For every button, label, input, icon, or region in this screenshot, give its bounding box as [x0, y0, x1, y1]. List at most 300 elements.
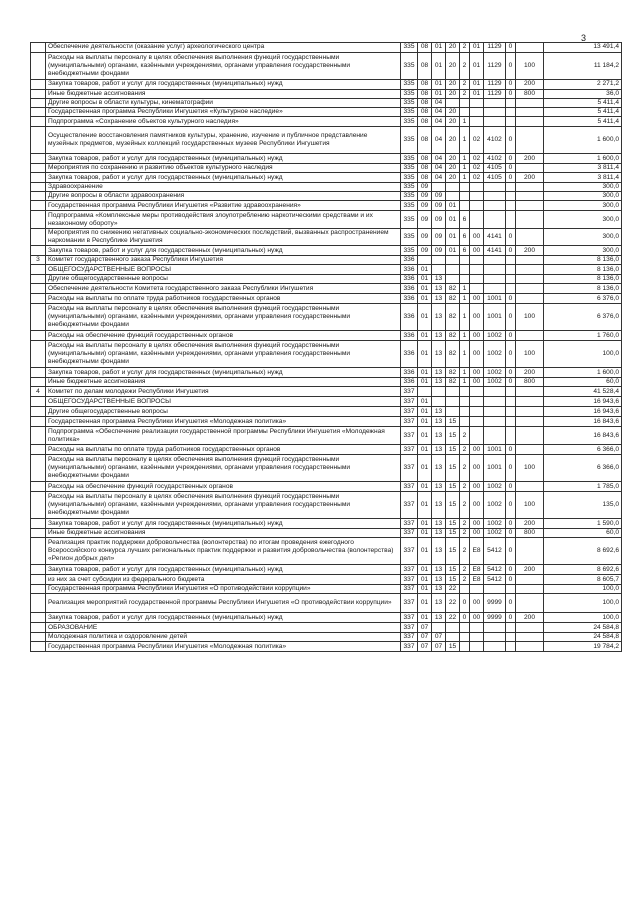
table-row — [31, 519, 622, 529]
table-row — [31, 538, 622, 565]
code-cell: 09 — [432, 211, 446, 229]
code-cell: 09 — [432, 201, 446, 211]
code-cell — [506, 192, 516, 201]
code-cell — [484, 201, 506, 211]
amount-cell: 1 600,0 — [544, 368, 622, 378]
code-cell — [460, 256, 470, 265]
code-cell: 01 — [418, 304, 432, 331]
item-name-cell: Государственная программа Республики Ингушетия «Молодежная политика» — [46, 642, 401, 652]
amount-cell: 2 271,2 — [544, 80, 622, 90]
code-cell: 0 — [506, 80, 516, 90]
amount-cell: 16 943,6 — [544, 407, 622, 417]
code-cell: 9999 — [484, 594, 506, 613]
code-cell: 0 — [506, 127, 516, 154]
row-number-cell — [31, 482, 46, 492]
row-number-cell: 4 — [31, 387, 46, 397]
code-cell: 1002 — [484, 378, 506, 387]
code-cell: 2 — [460, 492, 470, 519]
amount-cell: 3 811,4 — [544, 164, 622, 173]
code-cell — [460, 183, 470, 192]
code-cell: 0 — [506, 378, 516, 387]
amount-cell: 8 136,0 — [544, 256, 622, 265]
table-row — [31, 427, 622, 445]
code-cell: 22 — [446, 594, 460, 613]
row-number-cell — [31, 304, 46, 331]
table-row — [31, 43, 622, 53]
amount-cell: 1 760,0 — [544, 331, 622, 341]
code-cell — [516, 427, 544, 445]
code-cell — [470, 265, 484, 275]
code-cell: 07 — [418, 642, 432, 652]
code-cell: 01 — [418, 529, 432, 538]
code-cell: 82 — [446, 304, 460, 331]
code-cell — [506, 284, 516, 294]
table-row — [31, 256, 622, 265]
code-cell: 200 — [516, 368, 544, 378]
code-cell: 00 — [470, 378, 484, 387]
code-cell: 04 — [432, 173, 446, 183]
code-cell: 1001 — [484, 304, 506, 331]
code-cell: 0 — [506, 246, 516, 256]
table-row — [31, 397, 622, 407]
amount-cell: 19 784,2 — [544, 642, 622, 652]
code-cell — [460, 397, 470, 407]
item-name-cell: Государственная программа Республики Ингушетия «Культурное наследие» — [46, 108, 401, 117]
code-cell — [516, 256, 544, 265]
code-cell — [460, 642, 470, 652]
code-cell: 00 — [470, 529, 484, 538]
code-cell — [484, 117, 506, 127]
code-cell — [516, 265, 544, 275]
amount-cell: 100,0 — [544, 341, 622, 368]
code-cell: 00 — [470, 519, 484, 529]
code-cell — [470, 427, 484, 445]
code-cell: 15 — [446, 565, 460, 575]
code-cell: 13 — [432, 445, 446, 455]
code-cell — [470, 183, 484, 192]
code-cell — [506, 117, 516, 127]
item-name-cell: Реализация мероприятий государственной программы Республики Ингушетия «О противодействии коррупции» — [46, 594, 401, 613]
code-cell: 0 — [506, 164, 516, 173]
code-cell: 15 — [446, 642, 460, 652]
code-cell: 0 — [506, 368, 516, 378]
code-cell: 2 — [460, 427, 470, 445]
row-number-cell — [31, 192, 46, 201]
code-cell: E8 — [470, 575, 484, 585]
code-cell: 15 — [446, 417, 460, 427]
code-cell: 0 — [506, 90, 516, 99]
code-cell: 337 — [401, 565, 418, 575]
code-cell: 20 — [446, 117, 460, 127]
item-name-cell: Подпрограмма «Обеспечение реализации государственной программы Республики Ингушетия «Молодежная политика» — [46, 427, 401, 445]
code-cell — [460, 623, 470, 633]
code-cell: 08 — [418, 127, 432, 154]
code-cell — [506, 427, 516, 445]
code-cell: 07 — [418, 633, 432, 642]
code-cell: 01 — [418, 331, 432, 341]
item-name-cell: Закупка товаров, работ и услуг для государственных (муниципальных) нужд — [46, 80, 401, 90]
code-cell: 01 — [418, 265, 432, 275]
code-cell — [460, 108, 470, 117]
table-row — [31, 613, 622, 623]
code-cell: 01 — [470, 80, 484, 90]
code-cell — [432, 265, 446, 275]
row-number-cell — [31, 623, 46, 633]
row-number-cell — [31, 613, 46, 623]
amount-cell: 3 811,4 — [544, 173, 622, 183]
code-cell — [506, 387, 516, 397]
code-cell: 0 — [506, 43, 516, 53]
item-name-cell: Закупка товаров, работ и услуг для государственных (муниципальных) нужд — [46, 368, 401, 378]
code-cell: 1 — [460, 173, 470, 183]
code-cell — [432, 256, 446, 265]
item-name-cell: Государственная программа Республики Ингушетия «О противодействии коррупции» — [46, 585, 401, 594]
code-cell — [516, 117, 544, 127]
item-name-cell: Другие общегосударственные вопросы — [46, 407, 401, 417]
code-cell: 04 — [432, 127, 446, 154]
code-cell: E8 — [470, 538, 484, 565]
code-cell — [506, 108, 516, 117]
code-cell: 6 — [460, 246, 470, 256]
amount-cell: 16 943,6 — [544, 397, 622, 407]
amount-cell: 300,0 — [544, 229, 622, 246]
code-cell: 13 — [432, 565, 446, 575]
code-cell: 01 — [418, 519, 432, 529]
code-cell — [446, 192, 460, 201]
code-cell — [470, 387, 484, 397]
code-cell — [470, 275, 484, 284]
code-cell: 100 — [516, 492, 544, 519]
row-number-cell — [31, 565, 46, 575]
code-cell — [446, 633, 460, 642]
code-cell: 13 — [432, 417, 446, 427]
code-cell: 337 — [401, 492, 418, 519]
table-row — [31, 127, 622, 154]
code-cell: 1 — [460, 294, 470, 304]
amount-cell: 6 366,0 — [544, 455, 622, 482]
code-cell: 2 — [460, 80, 470, 90]
row-number-cell — [31, 633, 46, 642]
code-cell: 0 — [506, 575, 516, 585]
code-cell — [484, 256, 506, 265]
code-cell: 01 — [418, 427, 432, 445]
item-name-cell: Иные бюджетные ассигнования — [46, 529, 401, 538]
code-cell: 15 — [446, 427, 460, 445]
amount-cell: 100,0 — [544, 613, 622, 623]
code-cell: 0 — [506, 519, 516, 529]
code-cell: 1002 — [484, 492, 506, 519]
code-cell — [506, 211, 516, 229]
table-row — [31, 173, 622, 183]
code-cell: 337 — [401, 482, 418, 492]
code-cell — [516, 127, 544, 154]
table-row — [31, 529, 622, 538]
code-cell — [506, 99, 516, 108]
item-name-cell: из них за счет субсидии из федерального бюджета — [46, 575, 401, 585]
code-cell: 100 — [516, 304, 544, 331]
code-cell — [506, 275, 516, 284]
code-cell — [506, 642, 516, 652]
code-cell: 0 — [506, 482, 516, 492]
amount-cell: 1 600,0 — [544, 127, 622, 154]
code-cell: 01 — [470, 43, 484, 53]
code-cell — [484, 585, 506, 594]
code-cell — [484, 211, 506, 229]
row-number-cell — [31, 53, 46, 80]
code-cell: 09 — [418, 192, 432, 201]
code-cell: 04 — [432, 99, 446, 108]
amount-cell: 5 411,4 — [544, 108, 622, 117]
code-cell — [432, 623, 446, 633]
amount-cell: 1 600,0 — [544, 154, 622, 164]
code-cell: 336 — [401, 304, 418, 331]
code-cell: 200 — [516, 565, 544, 575]
code-cell — [470, 407, 484, 417]
code-cell: 9999 — [484, 613, 506, 623]
table-row — [31, 445, 622, 455]
row-number-cell — [31, 275, 46, 284]
code-cell: 08 — [418, 53, 432, 80]
code-cell: 13 — [432, 519, 446, 529]
code-cell: 6 — [460, 229, 470, 246]
code-cell: 82 — [446, 294, 460, 304]
code-cell: 04 — [432, 117, 446, 127]
code-cell: 08 — [418, 117, 432, 127]
code-cell: 09 — [432, 192, 446, 201]
code-cell: 0 — [506, 594, 516, 613]
code-cell — [470, 256, 484, 265]
code-cell — [470, 397, 484, 407]
amount-cell: 41 528,4 — [544, 387, 622, 397]
code-cell: 200 — [516, 80, 544, 90]
code-cell: 0 — [506, 613, 516, 623]
amount-cell: 6 366,0 — [544, 445, 622, 455]
code-cell: 22 — [446, 585, 460, 594]
row-number-cell — [31, 43, 46, 53]
code-cell: 07 — [432, 633, 446, 642]
code-cell: 13 — [432, 613, 446, 623]
code-cell: 00 — [470, 294, 484, 304]
code-cell: 02 — [470, 173, 484, 183]
code-cell: 337 — [401, 594, 418, 613]
code-cell: 335 — [401, 229, 418, 246]
row-number-cell — [31, 594, 46, 613]
row-number-cell — [31, 368, 46, 378]
code-cell: 20 — [446, 164, 460, 173]
code-cell — [470, 642, 484, 652]
table-row — [31, 117, 622, 127]
code-cell: 335 — [401, 192, 418, 201]
code-cell: 00 — [470, 304, 484, 331]
code-cell: 13 — [432, 538, 446, 565]
item-name-cell: Закупка товаров, работ и услуг для государственных (муниципальных) нужд — [46, 246, 401, 256]
table-row — [31, 211, 622, 229]
amount-cell: 8 136,0 — [544, 265, 622, 275]
code-cell: 335 — [401, 80, 418, 90]
amount-cell: 8 136,0 — [544, 284, 622, 294]
table-row — [31, 407, 622, 417]
code-cell: 1001 — [484, 455, 506, 482]
code-cell: E8 — [470, 565, 484, 575]
code-cell: 1 — [460, 117, 470, 127]
code-cell — [516, 623, 544, 633]
code-cell: 20 — [446, 80, 460, 90]
amount-cell: 24 584,8 — [544, 633, 622, 642]
item-name-cell: Расходы на выплаты по оплате труда работников государственных органов — [46, 445, 401, 455]
code-cell: 335 — [401, 173, 418, 183]
code-cell — [446, 387, 460, 397]
code-cell: 0 — [506, 492, 516, 519]
code-cell: 13 — [432, 331, 446, 341]
code-cell: 2 — [460, 90, 470, 99]
row-number-cell — [31, 407, 46, 417]
code-cell — [484, 192, 506, 201]
code-cell: 0 — [506, 341, 516, 368]
code-cell: 01 — [418, 368, 432, 378]
row-number-cell — [31, 246, 46, 256]
amount-cell: 100,0 — [544, 585, 622, 594]
code-cell: 01 — [446, 229, 460, 246]
code-cell: 0 — [506, 565, 516, 575]
code-cell — [432, 387, 446, 397]
code-cell — [460, 633, 470, 642]
code-cell — [446, 183, 460, 192]
code-cell: 82 — [446, 284, 460, 294]
code-cell: 337 — [401, 417, 418, 427]
table-row — [31, 183, 622, 192]
code-cell: 4105 — [484, 173, 506, 183]
item-name-cell: Закупка товаров, работ и услуг для государственных (муниципальных) нужд — [46, 154, 401, 164]
code-cell: 200 — [516, 154, 544, 164]
table-row — [31, 387, 622, 397]
row-number-cell — [31, 229, 46, 246]
code-cell — [484, 417, 506, 427]
code-cell: 1 — [460, 378, 470, 387]
code-cell — [432, 183, 446, 192]
code-cell: 0 — [506, 154, 516, 164]
code-cell: 01 — [470, 53, 484, 80]
code-cell — [446, 99, 460, 108]
code-cell: 08 — [418, 99, 432, 108]
item-name-cell: ОБРАЗОВАНИЕ — [46, 623, 401, 633]
amount-cell: 300,0 — [544, 201, 622, 211]
code-cell: 15 — [446, 575, 460, 585]
code-cell: 336 — [401, 331, 418, 341]
item-name-cell: Закупка товаров, работ и услуг для государственных (муниципальных) нужд — [46, 565, 401, 575]
code-cell: 09 — [432, 229, 446, 246]
code-cell: 22 — [446, 613, 460, 623]
code-cell: 336 — [401, 294, 418, 304]
code-cell: 01 — [418, 284, 432, 294]
amount-cell: 60,0 — [544, 529, 622, 538]
code-cell: 1002 — [484, 529, 506, 538]
code-cell: 20 — [446, 173, 460, 183]
code-cell — [470, 108, 484, 117]
item-name-cell: Подпрограмма «Комплексные меры противодействия злоупотреблению наркотическими средствами и их незаконному обороту» — [46, 211, 401, 229]
code-cell: 00 — [470, 341, 484, 368]
code-cell: 1 — [460, 341, 470, 368]
code-cell — [516, 164, 544, 173]
code-cell: 337 — [401, 519, 418, 529]
code-cell: 02 — [470, 164, 484, 173]
code-cell: 1129 — [484, 90, 506, 99]
amount-cell: 1 785,0 — [544, 482, 622, 492]
code-cell: 08 — [418, 80, 432, 90]
item-name-cell: ОБЩЕГОСУДАРСТВЕННЫЕ ВОПРОСЫ — [46, 397, 401, 407]
code-cell: 00 — [470, 482, 484, 492]
code-cell: 1129 — [484, 53, 506, 80]
code-cell: 337 — [401, 585, 418, 594]
code-cell: 337 — [401, 642, 418, 652]
code-cell — [516, 43, 544, 53]
code-cell: 200 — [516, 246, 544, 256]
code-cell: 336 — [401, 265, 418, 275]
amount-cell: 8 605,7 — [544, 575, 622, 585]
code-cell: 01 — [418, 397, 432, 407]
table-row — [31, 246, 622, 256]
code-cell: 337 — [401, 387, 418, 397]
table-row — [31, 492, 622, 519]
code-cell — [418, 387, 432, 397]
row-number-cell — [31, 108, 46, 117]
code-cell: 1 — [460, 304, 470, 331]
item-name-cell: ОБЩЕГОСУДАРСТВЕННЫЕ ВОПРОСЫ — [46, 265, 401, 275]
code-cell — [516, 482, 544, 492]
code-cell: 82 — [446, 368, 460, 378]
code-cell: 1 — [460, 368, 470, 378]
amount-cell: 24 584,8 — [544, 623, 622, 633]
code-cell — [506, 407, 516, 417]
row-number-cell — [31, 538, 46, 565]
code-cell — [470, 284, 484, 294]
table-row — [31, 378, 622, 387]
code-cell: 336 — [401, 256, 418, 265]
code-cell: 335 — [401, 53, 418, 80]
code-cell — [506, 417, 516, 427]
code-cell: 01 — [418, 294, 432, 304]
code-cell: 337 — [401, 575, 418, 585]
code-cell: 200 — [516, 519, 544, 529]
code-cell: 20 — [446, 53, 460, 80]
code-cell: 01 — [418, 538, 432, 565]
row-number-cell — [31, 127, 46, 154]
item-name-cell: Расходы на выплаты персоналу в целях обеспечения выполнения функций государственными (муниципальными) органами, казёнными учреждениями, органами управления государственными внебюджетными фондами — [46, 455, 401, 482]
row-number-cell — [31, 154, 46, 164]
table-row — [31, 294, 622, 304]
code-cell: 20 — [446, 43, 460, 53]
code-cell: 200 — [516, 613, 544, 623]
amount-cell: 300,0 — [544, 246, 622, 256]
item-name-cell: Молодежная политика и оздоровление детей — [46, 633, 401, 642]
code-cell: 04 — [432, 164, 446, 173]
code-cell: 82 — [446, 378, 460, 387]
amount-cell: 300,0 — [544, 211, 622, 229]
code-cell: 01 — [418, 565, 432, 575]
code-cell — [516, 642, 544, 652]
item-name-cell: Комитет государственного заказа Республики Ингушетия — [46, 256, 401, 265]
item-name-cell: Иные бюджетные ассигнования — [46, 90, 401, 99]
row-number-cell — [31, 575, 46, 585]
code-cell — [484, 407, 506, 417]
code-cell — [516, 192, 544, 201]
code-cell: 13 — [432, 368, 446, 378]
code-cell: 4102 — [484, 127, 506, 154]
item-name-cell: Комитет по делам молодежи Республики Ингушетия — [46, 387, 401, 397]
item-name-cell: Закупка товаров, работ и услуг для государственных (муниципальных) нужд — [46, 173, 401, 183]
code-cell: 0 — [506, 229, 516, 246]
row-number-cell — [31, 341, 46, 368]
code-cell: 07 — [418, 623, 432, 633]
